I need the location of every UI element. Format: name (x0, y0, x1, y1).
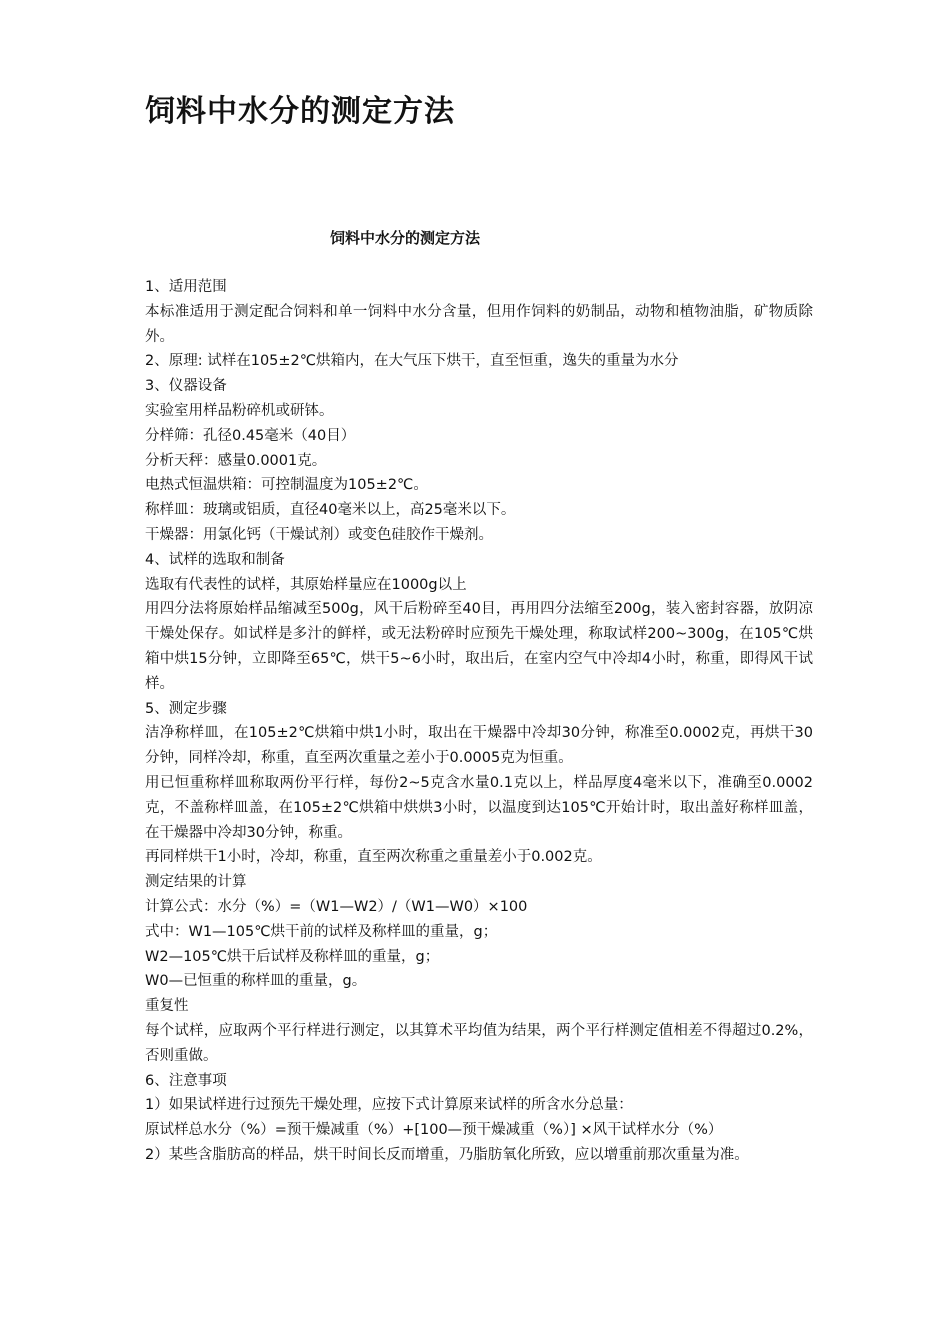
paragraph: 2、原理: 试样在105±2℃烘箱内，在大气压下烘干，直至恒重，逸失的重量为水分 (145, 353, 679, 370)
document-body (145, 275, 813, 1168)
paragraph: 电热式恒温烘箱：可控制温度为105±2℃。 (145, 477, 428, 494)
paragraph: 本标准适用于测定配合饲料和单一饲料中水分含量，但用作饲料的奶制品，动物和植物油脂，矿物质除外。 (145, 303, 813, 345)
paragraph: 5、测定步骤 (145, 700, 227, 717)
paragraph: 再同样烘干1小时，冷却，称重，直至两次称重之重量差小于0.002克。 (145, 849, 602, 866)
paragraph: 用四分法将原始样品缩减至500g，风干后粉碎至40目，再用四分法缩至200g，装入密封容器，放阴凉干燥处保存。如试样是多汁的鲜样，或无法粉碎时应预先干燥处理，称取试样200~300g，在105℃烘箱中烘15分钟，立即降至65℃，烘干5~6小时，取出后，在室内空气中冷却4小时，称重，即得风干试样。 (145, 601, 813, 692)
paragraph: 4、试样的选取和制备 (145, 551, 285, 568)
paragraph: 洁净称样皿，在105±2℃烘箱中烘1小时，取出在干燥器中冷却30分钟，称准至0.0002克，再烘干30分钟，同样冷却，称重，直至两次重量之差小于0.0005克为恒重。 (145, 725, 813, 767)
paragraph: 6、注意事项 (145, 1072, 227, 1089)
document-title: 饲料中水分的测定方法 (145, 94, 455, 129)
paragraph: 1、适用范围 (145, 279, 227, 295)
paragraph: 分样筛：孔径0.45毫米（40目） (145, 427, 356, 444)
paragraph: 选取有代表性的试样，其原始样量应在1000g以上 (145, 576, 467, 593)
paragraph: W2—105℃烘干后试样及称样皿的重量，g； (145, 948, 440, 965)
paragraph: 实验室用样品粉碎机或研钵。 (145, 402, 334, 419)
paragraph: 每个试样，应取两个平行样进行测定，以其算术平均值为结果，两个平行样测定值相差不得超过0.2%，否则重做。 (145, 1022, 813, 1064)
document-subtitle: 饲料中水分的测定方法 (330, 229, 481, 247)
paragraph: 原试样总水分（%）=预干燥减重（%）+[100—预干燥减重（%）] ×风干试样水分（%） (145, 1122, 723, 1139)
paragraph: 测定结果的计算 (145, 874, 247, 891)
paragraph: 分析天秤：感量0.0001克。 (145, 452, 327, 469)
paragraph: 式中：W1—105℃烘干前的试样及称样皿的重量，g； (145, 923, 498, 940)
paragraph: 用已恒重称样皿称取两份平行样，每份2~5克含水量0.1克以上，样品厚度4毫米以下，准确至0.0002克，不盖称样皿盖，在105±2℃烘箱中烘烘3小时，以温度到达105℃开始计时，取出盖好称样皿盖，在干燥器中冷却30分钟，称重。 (145, 774, 813, 841)
paragraph: 称样皿：玻璃或铝质，直径40毫米以上，高25毫米以下。 (145, 502, 516, 519)
paragraph: W0—已恒重的称样皿的重量，g。 (145, 973, 367, 990)
paragraph: 重复性 (145, 998, 189, 1015)
paragraph: 干燥器：用氯化钙（干燥试剂）或变色硅胶作干燥剂。 (145, 526, 493, 543)
paragraph: 3、仪器设备 (145, 378, 227, 395)
paragraph: 计算公式：水分（%）=（W1—W2）/（W1—W0）×100 (145, 898, 528, 915)
paragraph: 1）如果试样进行过预先干燥处理，应按下式计算原来试样的所含水分总量： (145, 1097, 633, 1114)
paragraph: 2）某些含脂肪高的样品，烘干时间长反而增重，乃脂肪氧化所致，应以增重前那次重量为准。 (145, 1146, 749, 1163)
